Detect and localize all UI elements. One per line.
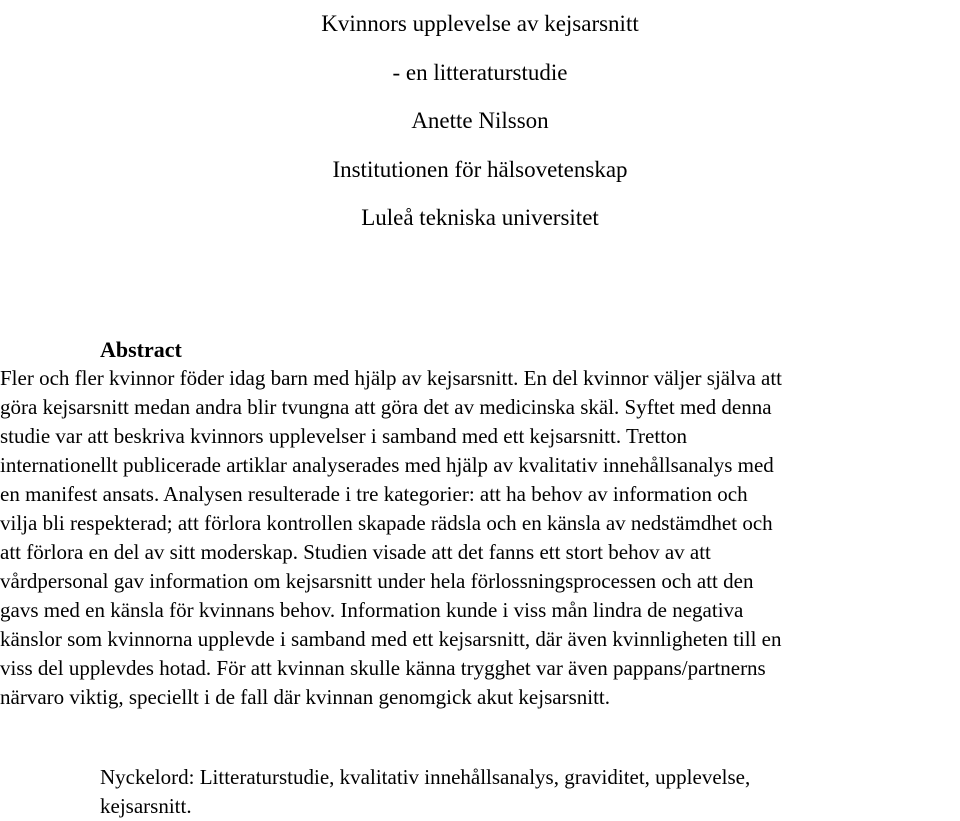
keywords-block [100,763,940,821]
abstract-heading: Abstract [100,337,182,362]
abstract-line: att förlora en del av sitt moderskap. Studien visade att det fanns ett stort behov av att [0,540,711,564]
abstract-line: internationellt publicerade artiklar analyserades med hjälp av kvalitativ innehållsanalys med [0,453,774,477]
abstract-line: en manifest ansats. Analysen resulterade i tre kategorier: att ha behov av information och [0,482,748,506]
title-line-2: - en litteraturstudie [392,59,568,85]
abstract-line: vårdpersonal gav information om kejsarsnitt under hela förlossningsprocessen och att den [0,569,754,593]
title-block [0,0,960,243]
abstract-line: studie var att beskriva kvinnors upplevelser i samband med ett kejsarsnitt. Tretton [0,424,688,448]
keywords-line: kejsarsnitt. [100,794,192,818]
abstract-line: göra kejsarsnitt medan andra blir tvungna att göra det av medicinska skäl. Syftet med denna [0,395,772,419]
abstract-line: Fler och fler kvinnor föder idag barn med hjälp av kejsarsnitt. En del kvinnor väljer själva att [0,366,783,390]
abstract-line: viss del upplevdes hotad. För att kvinnan skulle känna trygghet var även pappans/partnerns [0,656,766,680]
abstract-body [0,364,950,712]
abstract-line: gavs med en känsla för kvinnans behov. Information kunde i viss mån lindra de negativa [0,598,744,622]
title-line-1: Kvinnors upplevelse av kejsarsnitt [321,11,639,36]
keywords-line: Nyckelord: Litteraturstudie, kvalitativ innehållsanalys, graviditet, upplevelse, [100,765,751,789]
abstract-line: känslor som kvinnorna upplevde i samband med ett kejsarsnitt, där även kvinnligheten till en [0,627,782,651]
author-name: Anette Nilsson [411,108,549,133]
department-name: Institutionen för hälsovetenskap [332,156,628,182]
university-name: Luleå tekniska universitet [361,205,599,230]
abstract-line: närvaro viktig, speciellt i de fall där kvinnan genomgick akut kejsarsnitt. [0,685,610,709]
abstract-line: vilja bli respekterad; att förlora kontrollen skapade rädsla och en känsla av nedstämdhet och [0,511,773,535]
